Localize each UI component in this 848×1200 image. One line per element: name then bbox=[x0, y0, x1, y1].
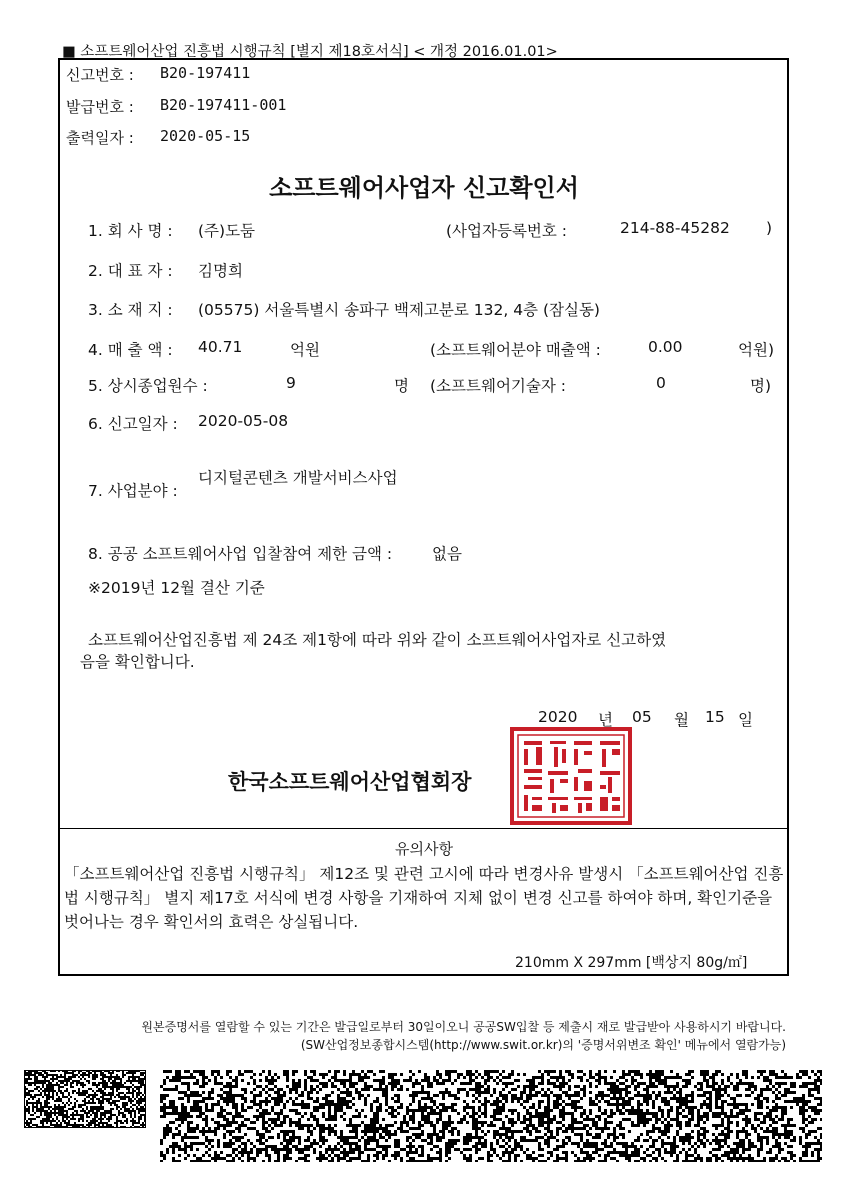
official-seal-stamp bbox=[508, 725, 634, 827]
employees-unit: 명 bbox=[394, 377, 409, 395]
bid-limit-value: 없음 bbox=[432, 545, 462, 563]
date-day: 15 bbox=[705, 708, 725, 726]
sw-sales-unit: 억원) bbox=[738, 341, 774, 359]
page-title: 소프트웨어사업자 신고확인서 bbox=[269, 174, 579, 202]
issue-no: B20-197411-001 bbox=[160, 96, 287, 114]
date-month: 05 bbox=[632, 708, 652, 726]
company-name: (주)도둠 bbox=[198, 222, 256, 240]
sw-tech-label: (소프트웨어기술자 : bbox=[430, 377, 566, 395]
address-label: 3. 소 재 지 : bbox=[88, 301, 173, 319]
notice-title: 유의사항 bbox=[395, 840, 453, 858]
report-date: 2020-05-08 bbox=[198, 412, 289, 430]
2d-barcode bbox=[24, 1070, 146, 1128]
report-no-label: 신고번호 : bbox=[66, 66, 134, 84]
confirm-text-line1: 소프트웨어산업진흥법 제 24조 제1항에 따라 위와 같이 소프트웨어사업자로 신고하였 bbox=[88, 631, 667, 649]
date-day-unit: 일 bbox=[738, 711, 753, 729]
notice-divider bbox=[60, 828, 787, 829]
confirm-text-line2: 음을 확인합니다. bbox=[80, 653, 195, 671]
biz-reg-label: (사업자등록번호 : bbox=[446, 222, 568, 240]
address: (05575) 서울특별시 송파구 백제고분로 132, 4층 (잠실동) bbox=[198, 301, 600, 319]
sw-sales-label: (소프트웨어분야 매출액 : bbox=[430, 341, 601, 359]
sw-sales-value: 0.00 bbox=[648, 338, 683, 356]
company-label: 1. 회 사 명 : bbox=[88, 222, 173, 240]
business-field-label: 7. 사업분야 : bbox=[88, 482, 178, 500]
sales-label: 4. 매 출 액 : bbox=[88, 341, 173, 359]
paper-spec: 210mm X 297mm [백상지 80g/㎡] bbox=[515, 955, 748, 971]
print-date-label: 출력일자 : bbox=[66, 129, 134, 147]
basis-note: ※2019년 12월 결산 기준 bbox=[88, 579, 265, 597]
business-field: 디지털콘텐츠 개발서비스사업 bbox=[198, 469, 398, 487]
issuer-name: 한국소프트웨어산업협회장 bbox=[228, 770, 472, 794]
report-no: B20-197411 bbox=[160, 64, 251, 82]
sw-tech-value: 0 bbox=[656, 374, 666, 392]
ceo-name: 김명희 bbox=[198, 262, 243, 280]
employees-label: 5. 상시종업원수 : bbox=[88, 377, 208, 395]
footer-line2: (SW산업정보종합시스템(http://www.swit.or.kr)의 '증명서위변조 확인' 메뉴에서 열람가능) bbox=[300, 1038, 786, 1052]
biz-reg-number: 214-88-45282 bbox=[620, 219, 730, 237]
employees-value: 9 bbox=[286, 374, 296, 392]
report-date-label: 6. 신고일자 : bbox=[88, 415, 178, 433]
biz-reg-close: ) bbox=[766, 219, 773, 237]
form-header: ■ 소프트웨어산업 진흥법 시행규칙 [별지 제18호서식] < 개정 2016.01.01> bbox=[62, 44, 558, 60]
sales-unit: 억원 bbox=[290, 341, 320, 359]
notice-body: 「소프트웨어산업 진흥법 시행규칙」 제12조 및 관련 고시에 따라 변경사유 발생시 「소프트웨어산업 진흥법 시행규칙」 별지 제17호 서식에 변경 사항을 기재하여 지체 없이 변경 신고를 하여야 하며, 확인기준을 벗어나는 경우 확인서의 효력은 상실됩니다. bbox=[64, 865, 784, 931]
footer-line1: 원본증명서를 열람할 수 있는 기간은 발급일로부터 30일이오니 공공SW입찰 등 제출시 재로 발급받아 사용하시기 바랍니다. bbox=[141, 1020, 786, 1034]
date-year-unit: 년 bbox=[598, 711, 613, 729]
date-year: 2020 bbox=[538, 708, 578, 726]
sales-value: 40.71 bbox=[198, 338, 243, 356]
bid-limit-label: 8. 공공 소프트웨어사업 입찰참여 제한 금액 : bbox=[88, 545, 393, 563]
issue-no-label: 발급번호 : bbox=[66, 98, 134, 116]
ceo-label: 2. 대 표 자 : bbox=[88, 262, 173, 280]
date-month-unit: 월 bbox=[674, 711, 689, 729]
print-date: 2020-05-15 bbox=[160, 127, 251, 145]
pdf417-barcode bbox=[160, 1070, 822, 1162]
sw-tech-unit: 명) bbox=[750, 377, 772, 395]
